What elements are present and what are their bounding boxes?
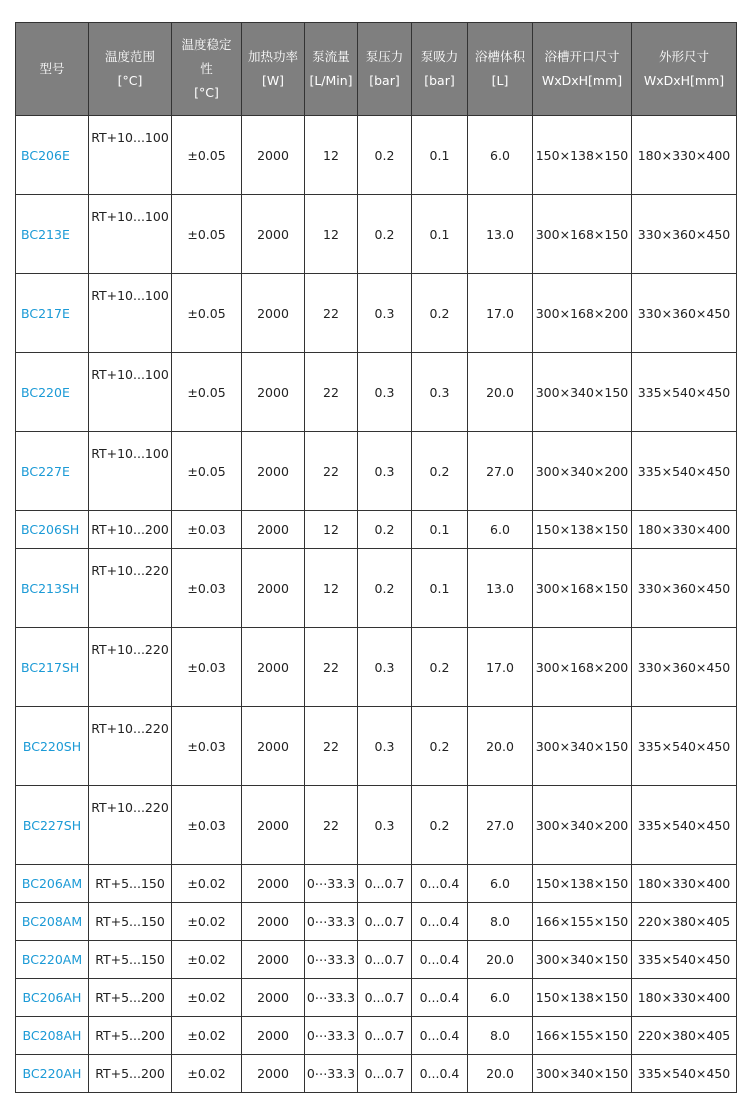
outer-size-cell: 335×540×450 xyxy=(632,1055,737,1093)
model-cell[interactable]: BC206AH xyxy=(16,979,89,1017)
header-text: 浴槽体积 xyxy=(474,49,525,64)
header-bath-opening-size xyxy=(533,23,632,116)
suction-cell: 0...0.4 xyxy=(412,865,468,903)
pressure-cell: 0.2 xyxy=(358,195,412,274)
model-cell[interactable]: BC213SH xyxy=(16,549,89,628)
opening-size-cell: 150×138×150 xyxy=(533,511,632,549)
suction-cell: 0.2 xyxy=(412,628,468,707)
flow-cell: 0⋯33.3 xyxy=(305,865,358,903)
header-text: 温度范围 xyxy=(104,49,155,64)
stability-cell: ±0.05 xyxy=(172,116,242,195)
header-text: 型号 xyxy=(39,61,65,76)
header-text: 外形尺寸 xyxy=(658,49,709,64)
stability-cell: ±0.02 xyxy=(172,1055,242,1093)
model-cell[interactable]: BC208AM xyxy=(16,903,89,941)
pressure-cell: 0.3 xyxy=(358,707,412,786)
table-row xyxy=(16,1017,737,1055)
header-bath-volume xyxy=(468,23,533,116)
table-row xyxy=(16,707,737,786)
header-text: [L/Min] xyxy=(309,73,353,88)
outer-size-cell: 335×540×450 xyxy=(632,432,737,511)
volume-cell: 6.0 xyxy=(468,511,533,549)
outer-size-cell: 330×360×450 xyxy=(632,274,737,353)
opening-size-cell: 150×138×150 xyxy=(533,865,632,903)
temperature-range-cell: RT+5...200 xyxy=(89,1055,172,1093)
power-cell: 2000 xyxy=(242,979,305,1017)
model-cell[interactable]: BC213E xyxy=(16,195,89,274)
suction-cell: 0...0.4 xyxy=(412,941,468,979)
outer-size-cell: 330×360×450 xyxy=(632,549,737,628)
suction-cell: 0.1 xyxy=(412,511,468,549)
header-temperature-stability xyxy=(172,23,242,116)
temperature-range-cell: RT+10...220 xyxy=(89,628,172,707)
temperature-range-cell: RT+10...200 xyxy=(89,511,172,549)
flow-cell: 0⋯33.3 xyxy=(305,903,358,941)
model-cell[interactable]: BC227SH xyxy=(16,786,89,865)
header-text: [bar] xyxy=(369,73,400,88)
table-header-row xyxy=(16,23,737,116)
flow-cell: 22 xyxy=(305,786,358,865)
suction-cell: 0.1 xyxy=(412,116,468,195)
model-cell[interactable]: BC206SH xyxy=(16,511,89,549)
temperature-range-cell: RT+5...150 xyxy=(89,865,172,903)
table-row xyxy=(16,195,737,274)
table-row xyxy=(16,979,737,1017)
table-row xyxy=(16,511,737,549)
header-heating-power xyxy=(242,23,305,116)
stability-cell: ±0.03 xyxy=(172,549,242,628)
flow-cell: 0⋯33.3 xyxy=(305,941,358,979)
outer-size-cell: 180×330×400 xyxy=(632,511,737,549)
header-text: 泵吸力 xyxy=(420,49,459,64)
flow-cell: 12 xyxy=(305,511,358,549)
opening-size-cell: 300×340×150 xyxy=(533,941,632,979)
pressure-cell: 0...0.7 xyxy=(358,903,412,941)
volume-cell: 20.0 xyxy=(468,353,533,432)
temperature-range-cell: RT+10...100 xyxy=(89,116,172,195)
power-cell: 2000 xyxy=(242,1017,305,1055)
power-cell: 2000 xyxy=(242,628,305,707)
outer-size-cell: 220×380×405 xyxy=(632,1017,737,1055)
model-cell[interactable]: BC206AM xyxy=(16,865,89,903)
outer-size-cell: 335×540×450 xyxy=(632,707,737,786)
pressure-cell: 0...0.7 xyxy=(358,1055,412,1093)
spec-table xyxy=(15,22,737,1093)
power-cell: 2000 xyxy=(242,432,305,511)
model-cell[interactable]: BC220AM xyxy=(16,941,89,979)
header-text: 性 xyxy=(200,61,213,76)
pressure-cell: 0...0.7 xyxy=(358,941,412,979)
power-cell: 2000 xyxy=(242,1055,305,1093)
volume-cell: 6.0 xyxy=(468,116,533,195)
header-text: 泵流量 xyxy=(312,49,350,64)
header-pump-pressure xyxy=(358,23,412,116)
temperature-range-cell: RT+5...200 xyxy=(89,1017,172,1055)
header-outer-dimensions xyxy=(632,23,737,116)
temperature-range-cell: RT+5...150 xyxy=(89,941,172,979)
stability-cell: ±0.03 xyxy=(172,628,242,707)
pressure-cell: 0...0.7 xyxy=(358,979,412,1017)
pressure-cell: 0...0.7 xyxy=(358,865,412,903)
flow-cell: 22 xyxy=(305,628,358,707)
suction-cell: 0.2 xyxy=(412,786,468,865)
table-row xyxy=(16,116,737,195)
power-cell: 2000 xyxy=(242,116,305,195)
volume-cell: 27.0 xyxy=(468,432,533,511)
volume-cell: 17.0 xyxy=(468,628,533,707)
header-pump-flow xyxy=(305,23,358,116)
opening-size-cell: 150×138×150 xyxy=(533,116,632,195)
model-cell[interactable]: BC220SH xyxy=(16,707,89,786)
flow-cell: 12 xyxy=(305,549,358,628)
header-text: 加热功率 xyxy=(247,49,298,64)
power-cell: 2000 xyxy=(242,353,305,432)
pressure-cell: 0.2 xyxy=(358,549,412,628)
stability-cell: ±0.05 xyxy=(172,274,242,353)
volume-cell: 27.0 xyxy=(468,786,533,865)
outer-size-cell: 330×360×450 xyxy=(632,628,737,707)
model-cell[interactable]: BC206E xyxy=(16,116,89,195)
opening-size-cell: 300×168×200 xyxy=(533,274,632,353)
table-row xyxy=(16,786,737,865)
flow-cell: 0⋯33.3 xyxy=(305,1017,358,1055)
stability-cell: ±0.02 xyxy=(172,903,242,941)
opening-size-cell: 300×340×150 xyxy=(533,1055,632,1093)
pressure-cell: 0.3 xyxy=(358,274,412,353)
outer-size-cell: 180×330×400 xyxy=(632,865,737,903)
suction-cell: 0...0.4 xyxy=(412,903,468,941)
volume-cell: 13.0 xyxy=(468,195,533,274)
model-cell[interactable]: BC227E xyxy=(16,432,89,511)
stability-cell: ±0.03 xyxy=(172,511,242,549)
power-cell: 2000 xyxy=(242,941,305,979)
pressure-cell: 0.2 xyxy=(358,511,412,549)
power-cell: 2000 xyxy=(242,549,305,628)
opening-size-cell: 300×340×200 xyxy=(533,786,632,865)
flow-cell: 12 xyxy=(305,116,358,195)
temperature-range-cell: RT+10...220 xyxy=(89,549,172,628)
suction-cell: 0.1 xyxy=(412,195,468,274)
pressure-cell: 0.2 xyxy=(358,116,412,195)
suction-cell: 0.2 xyxy=(412,274,468,353)
opening-size-cell: 300×340×150 xyxy=(533,353,632,432)
header-text: [L] xyxy=(491,73,509,88)
header-text: 浴槽开口尺寸 xyxy=(544,49,620,64)
opening-size-cell: 166×155×150 xyxy=(533,903,632,941)
flow-cell: 12 xyxy=(305,195,358,274)
pressure-cell: 0.3 xyxy=(358,432,412,511)
header-pump-suction xyxy=(412,23,468,116)
volume-cell: 6.0 xyxy=(468,979,533,1017)
suction-cell: 0...0.4 xyxy=(412,1017,468,1055)
pressure-cell: 0.3 xyxy=(358,628,412,707)
pressure-cell: 0.3 xyxy=(358,786,412,865)
opening-size-cell: 300×168×150 xyxy=(533,549,632,628)
suction-cell: 0.1 xyxy=(412,549,468,628)
header-text: WxDxH[mm] xyxy=(643,73,725,88)
outer-size-cell: 220×380×405 xyxy=(632,903,737,941)
model-cell[interactable]: BC220E xyxy=(16,353,89,432)
temperature-range-cell: RT+10...220 xyxy=(89,707,172,786)
outer-size-cell: 335×540×450 xyxy=(632,786,737,865)
table-row xyxy=(16,903,737,941)
volume-cell: 6.0 xyxy=(468,865,533,903)
header-text: [bar] xyxy=(424,73,455,88)
stability-cell: ±0.05 xyxy=(172,195,242,274)
table-row xyxy=(16,865,737,903)
temperature-range-cell: RT+5...200 xyxy=(89,979,172,1017)
temperature-range-cell: RT+10...220 xyxy=(89,786,172,865)
model-cell[interactable]: BC217SH xyxy=(16,628,89,707)
flow-cell: 0⋯33.3 xyxy=(305,979,358,1017)
volume-cell: 13.0 xyxy=(468,549,533,628)
volume-cell: 20.0 xyxy=(468,941,533,979)
opening-size-cell: 300×168×200 xyxy=(533,628,632,707)
outer-size-cell: 180×330×400 xyxy=(632,116,737,195)
opening-size-cell: 300×168×150 xyxy=(533,195,632,274)
stability-cell: ±0.05 xyxy=(172,353,242,432)
suction-cell: 0.2 xyxy=(412,432,468,511)
stability-cell: ±0.02 xyxy=(172,1017,242,1055)
suction-cell: 0.3 xyxy=(412,353,468,432)
volume-cell: 8.0 xyxy=(468,1017,533,1055)
header-text: [°C] xyxy=(117,73,143,88)
power-cell: 2000 xyxy=(242,786,305,865)
flow-cell: 22 xyxy=(305,353,358,432)
header-text: WxDxH[mm] xyxy=(541,73,623,88)
power-cell: 2000 xyxy=(242,865,305,903)
model-cell[interactable]: BC217E xyxy=(16,274,89,353)
header-temperature-range xyxy=(89,23,172,116)
model-cell[interactable]: BC208AH xyxy=(16,1017,89,1055)
suction-cell: 0.2 xyxy=(412,707,468,786)
table-body xyxy=(16,116,737,1093)
volume-cell: 20.0 xyxy=(468,707,533,786)
suction-cell: 0...0.4 xyxy=(412,1055,468,1093)
opening-size-cell: 300×340×150 xyxy=(533,707,632,786)
table-row xyxy=(16,1055,737,1093)
table-row xyxy=(16,432,737,511)
power-cell: 2000 xyxy=(242,903,305,941)
stability-cell: ±0.03 xyxy=(172,707,242,786)
header-text: [°C] xyxy=(194,85,219,100)
suction-cell: 0...0.4 xyxy=(412,979,468,1017)
table-row xyxy=(16,549,737,628)
outer-size-cell: 180×330×400 xyxy=(632,979,737,1017)
flow-cell: 22 xyxy=(305,707,358,786)
volume-cell: 20.0 xyxy=(468,1055,533,1093)
power-cell: 2000 xyxy=(242,511,305,549)
power-cell: 2000 xyxy=(242,707,305,786)
stability-cell: ±0.02 xyxy=(172,941,242,979)
outer-size-cell: 335×540×450 xyxy=(632,353,737,432)
pressure-cell: 0.3 xyxy=(358,353,412,432)
stability-cell: ±0.03 xyxy=(172,786,242,865)
temperature-range-cell: RT+10...100 xyxy=(89,432,172,511)
stability-cell: ±0.02 xyxy=(172,979,242,1017)
temperature-range-cell: RT+10...100 xyxy=(89,353,172,432)
opening-size-cell: 166×155×150 xyxy=(533,1017,632,1055)
volume-cell: 8.0 xyxy=(468,903,533,941)
header-text: 温度稳定 xyxy=(181,37,232,52)
temperature-range-cell: RT+10...100 xyxy=(89,195,172,274)
model-cell[interactable]: BC220AH xyxy=(16,1055,89,1093)
header-text: 泵压力 xyxy=(365,49,404,64)
power-cell: 2000 xyxy=(242,274,305,353)
outer-size-cell: 335×540×450 xyxy=(632,941,737,979)
temperature-range-cell: RT+10...100 xyxy=(89,274,172,353)
header-text: [W] xyxy=(261,73,285,88)
header-model xyxy=(16,23,89,116)
flow-cell: 22 xyxy=(305,432,358,511)
flow-cell: 22 xyxy=(305,274,358,353)
pressure-cell: 0...0.7 xyxy=(358,1017,412,1055)
table-row xyxy=(16,353,737,432)
opening-size-cell: 150×138×150 xyxy=(533,979,632,1017)
opening-size-cell: 300×340×200 xyxy=(533,432,632,511)
table-row xyxy=(16,628,737,707)
flow-cell: 0⋯33.3 xyxy=(305,1055,358,1093)
stability-cell: ±0.02 xyxy=(172,865,242,903)
power-cell: 2000 xyxy=(242,195,305,274)
temperature-range-cell: RT+5...150 xyxy=(89,903,172,941)
outer-size-cell: 330×360×450 xyxy=(632,195,737,274)
stability-cell: ±0.05 xyxy=(172,432,242,511)
volume-cell: 17.0 xyxy=(468,274,533,353)
table-row xyxy=(16,274,737,353)
